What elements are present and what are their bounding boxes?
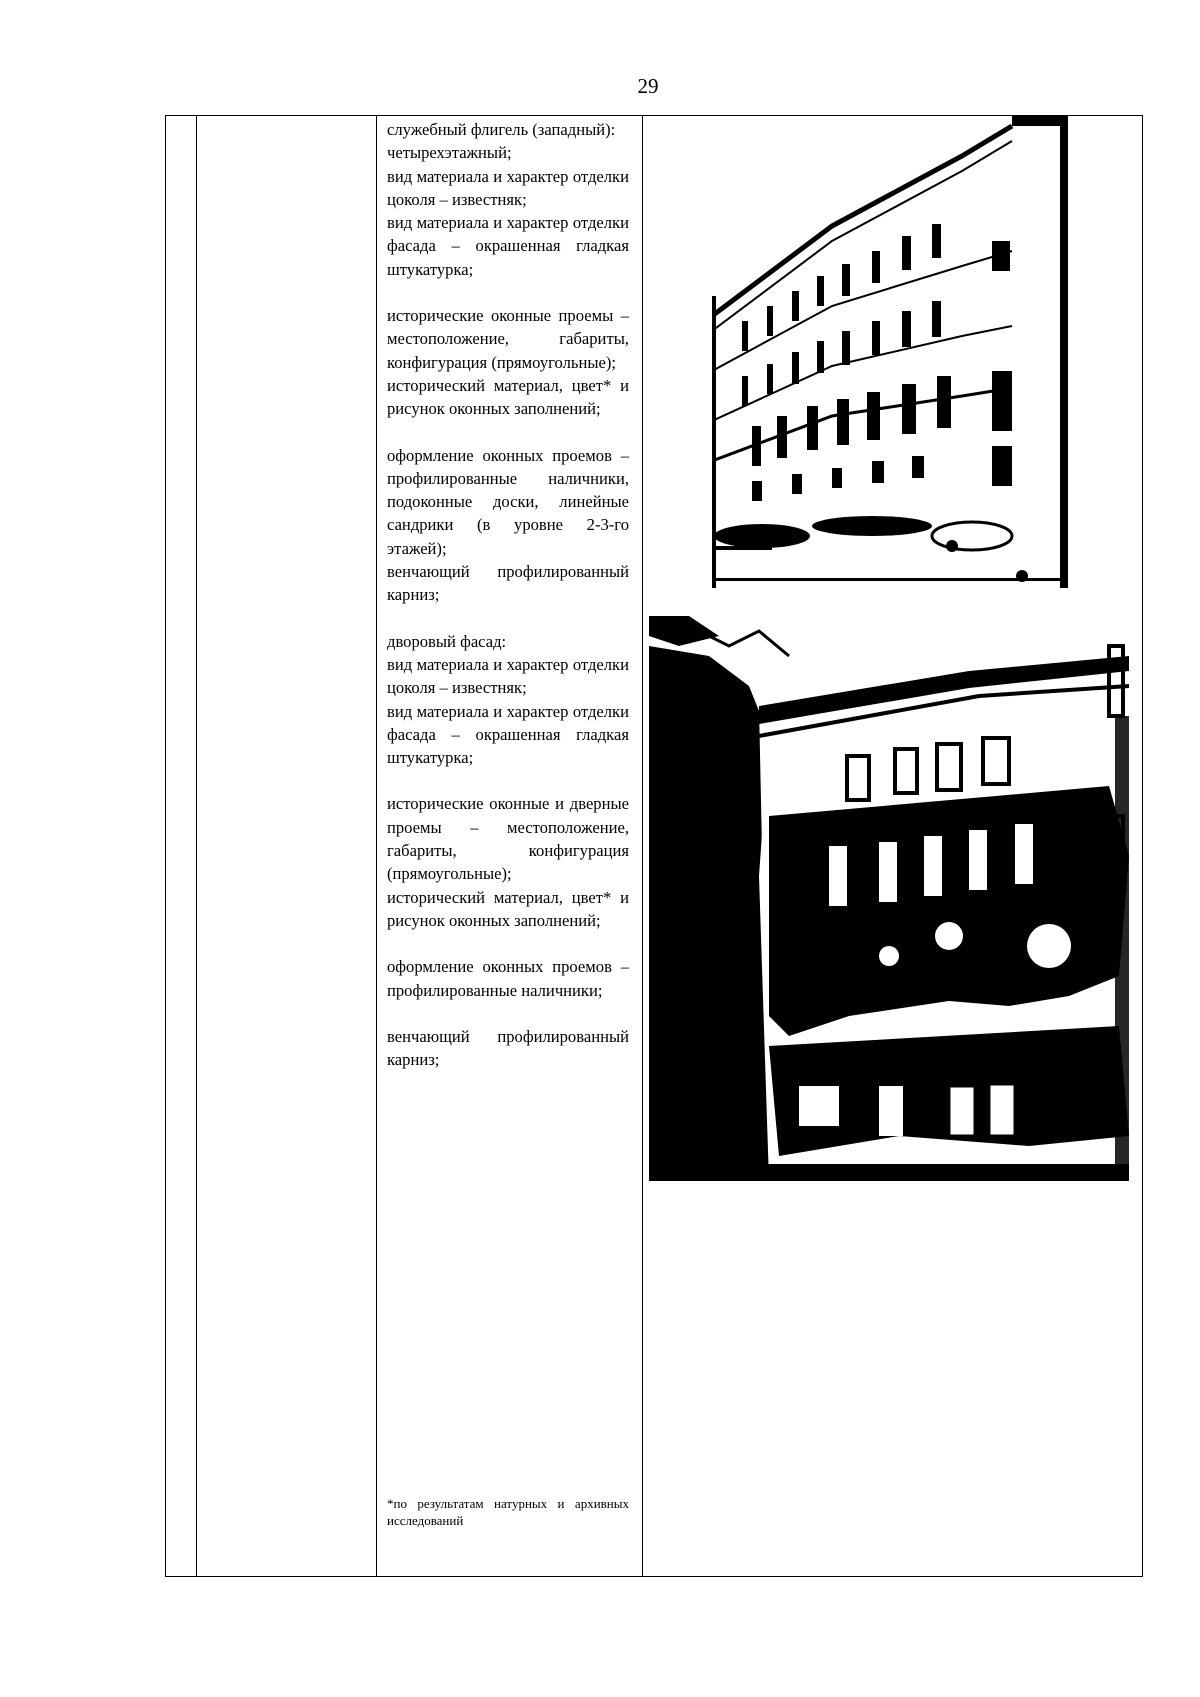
column-divider-2 — [376, 116, 377, 1576]
text-line: оформление оконных проемов – профилированные наличники, подоконные доски, линейные сандрики (в уровне 2-3-го этажей); — [387, 445, 629, 558]
text-line: вид материала и характер отделки цоколя – известняк; — [387, 166, 629, 209]
description-column — [387, 118, 629, 1094]
text-line: венчающий профилированный карниз; — [387, 562, 629, 605]
text-line: вид материала и характер отделки фасада – окрашенная гладкая штукатурка; — [387, 213, 629, 279]
text-line: исторические оконные и дверные проемы – местоположение, габариты, конфигурация (прямоугольные); — [387, 794, 629, 884]
text-line: вид материала и характер отделки цоколя – известняк; — [387, 654, 629, 698]
text-line: дворовый фасад: — [387, 631, 507, 651]
column-divider-1 — [196, 116, 197, 1576]
text-line: четырехэтажный; — [387, 143, 512, 163]
paragraph-cornice — [387, 1025, 629, 1072]
text-line: служебный флигель (западный): — [387, 120, 616, 139]
building-street-facade-icon — [712, 116, 1068, 588]
page-number: 29 — [637, 74, 659, 98]
text-line: исторические оконные проемы – местоположение, габариты, конфигурация (прямоугольные); — [387, 306, 629, 372]
text-line: вид материала и характер отделки фасада – окрашенная гладкая штукатурка; — [387, 701, 629, 768]
paragraph-courtyard-facade — [387, 630, 629, 770]
building-courtyard-facade-icon — [649, 616, 1129, 1181]
building-courtyard-facade-photo — [649, 616, 1129, 1181]
text-line: исторический материал, цвет* и рисунок оконных заполнений; — [387, 375, 629, 419]
paragraph-window-openings — [387, 304, 629, 420]
column-divider-3 — [642, 116, 643, 1576]
footnote: *по результатам натурных и архивных исследований — [387, 1496, 629, 1528]
text-line: оформление оконных проемов – профилированные наличники; — [387, 957, 629, 1000]
text-line: венчающий профилированный карниз; — [387, 1026, 629, 1070]
paragraph-window-door-openings — [387, 792, 629, 932]
paragraph-window-decoration — [387, 444, 629, 607]
paragraph-west-wing — [387, 118, 629, 281]
building-street-facade-photo — [712, 116, 1068, 588]
paragraph-courtyard-window-decoration — [387, 955, 629, 1002]
text-line: исторический материал, цвет* и рисунок оконных заполнений; — [387, 887, 629, 930]
